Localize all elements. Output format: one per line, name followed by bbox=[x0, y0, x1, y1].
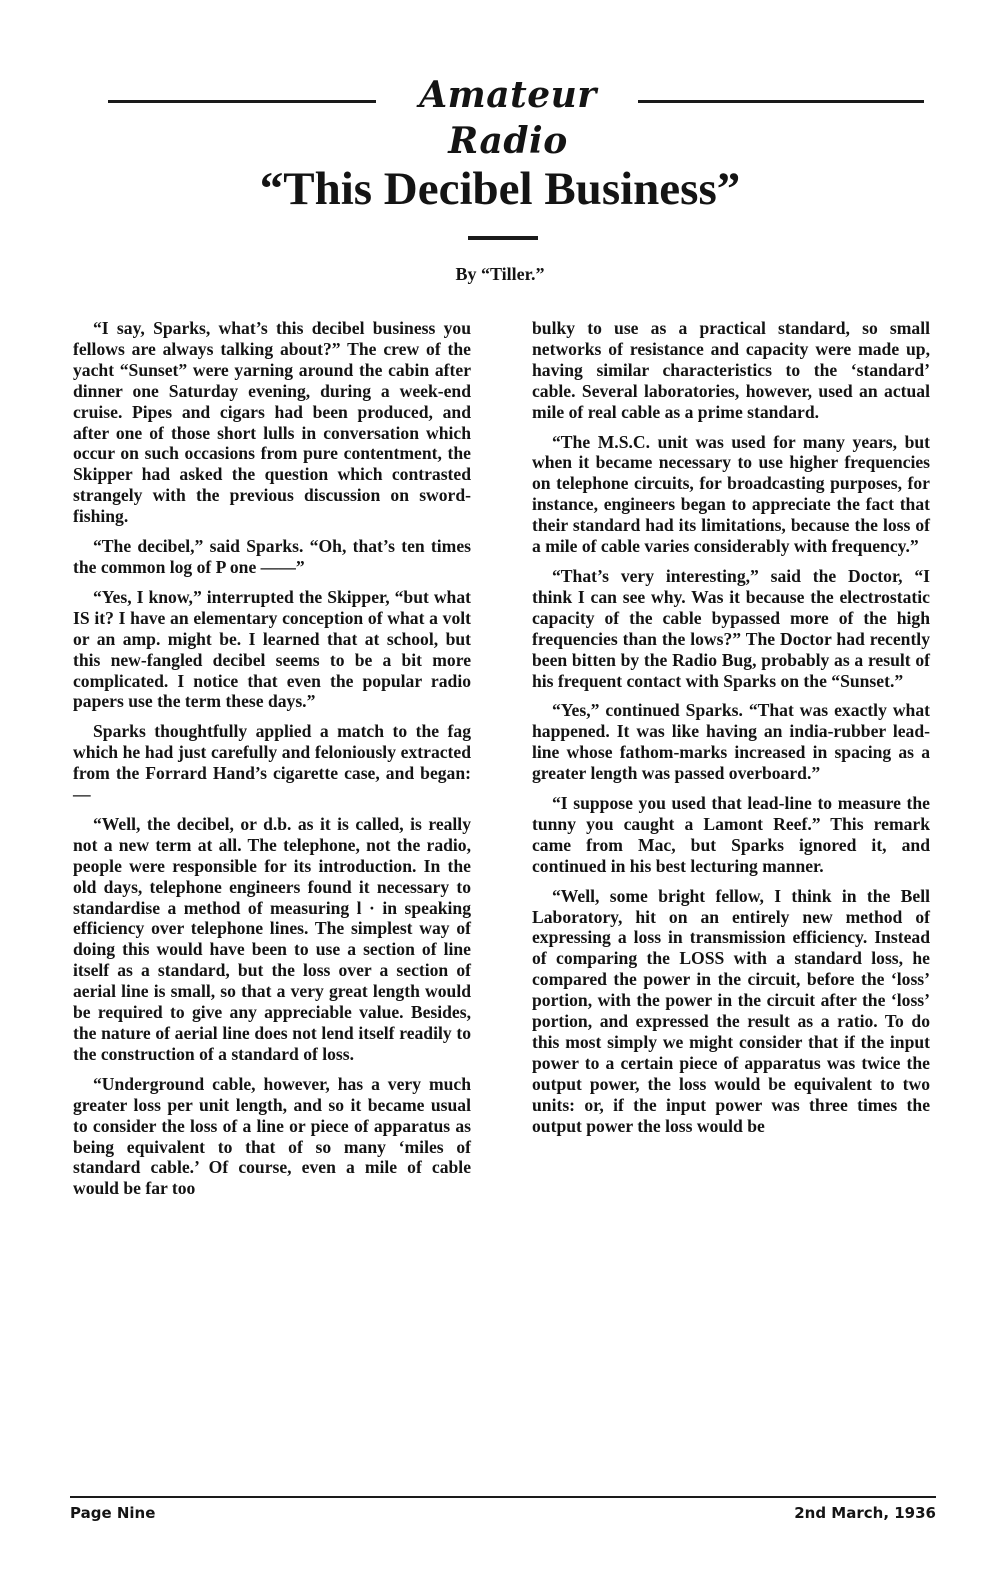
paragraph: “Yes,” continued Sparks. “That was exactly what happened. It was like having an india-rubber lead-line whose fathom-marks increased in spacing as a greater length was passed overboard.” bbox=[532, 700, 930, 784]
paragraph: Sparks thoughtfully applied a match to the fag which he had just carefully and feloniously extracted from the Forrard Hand’s cigarette case, and began:— bbox=[73, 721, 471, 805]
left-column bbox=[73, 318, 471, 1208]
byline: By “Tiller.” bbox=[455, 264, 545, 284]
paragraph: “Well, the decibel, or d.b. as it is called, is really not a new term at all. The telephone, not the radio, people were responsible for its introduction. In the old days, telephone engineers found it necessary to standardise a method of measuring l · in speaking efficiency over telephone lines. The simplest way of doing this would have been to use a section of line itself as a standard, but the loss over a section of aerial line is small, so that a very great length would be required to give any appreciable value. Besides, the nature of aerial line does not lend itself readily to the construction of a standard of loss. bbox=[73, 813, 471, 1064]
masthead-rule-right bbox=[638, 100, 924, 103]
paragraph: “Yes, I know,” interrupted the Skipper, “but what IS it? I have an elementary conception of what a volt or an amp. might be. I learned that at school, but this new-fangled decibel seems to be a bit more complicated. I notice that even the popular radio papers use the term these days.” bbox=[73, 586, 471, 712]
masthead-rule-left bbox=[108, 100, 376, 103]
masthead bbox=[108, 72, 924, 162]
paragraph: “I say, Sparks, what’s this decibel business you fellows are always talking about?” The crew of the yacht “Sunset” were yarning around the cabin after dinner one Saturday evening, during a week-end cruise. Pipes and cigars had been produced, and after one of those short lulls in conversation which occur on such occasions from pure contentment, the Skipper had asked the question which contrasted strangely with the previous discussion on sword-fishing. bbox=[73, 318, 471, 527]
title-divider bbox=[468, 236, 538, 240]
issue-date: 2nd March, 1936 bbox=[794, 1504, 936, 1522]
footer-rule bbox=[70, 1496, 936, 1498]
paragraph: “The decibel,” said Sparks. “Oh, that’s ten times the common log of P one ——” bbox=[73, 536, 471, 577]
paragraph: “That’s very interesting,” said the Doctor, “I think I can see why. Was it because the electrostatic capacity of the cable bypassed more of the high frequencies than the lows?” The Doctor had recently been bitten by the Radio Bug, probably as a result of his frequent contact with Sparks on the “Sunset.” bbox=[532, 565, 930, 691]
right-column bbox=[532, 318, 930, 1146]
paragraph: “Well, some bright fellow, I think in the Bell Laboratory, hit on an entirely new method of expressing a loss in transmission efficiency. Instead of comparing the LOSS with a standard loss, he compared the power in the circuit, before the ‘loss’ portion, with the power in the circuit after the ‘loss’ portion, and expressed the result as a ratio. To do this most simply we might consider that if the input power to a certain piece of apparatus was twice the output power, the loss would be equivalent to two units: or, if the input power was three times the output power the loss would be bbox=[532, 885, 930, 1136]
article-title: “This Decibel Business” bbox=[259, 163, 741, 215]
paragraph-continued: bulky to use as a practical standard, so small networks of resistance and capacity were made up, having similar characteristics to the ‘standard’ cable. Several laboratories, however, used an actual mile of real cable as a prime standard. bbox=[532, 318, 930, 422]
paragraph: “The M.S.C. unit was used for many years, but when it became necessary to use higher frequencies on telephone circuits, for broadcasting purposes, for instance, engineers began to appreciate the fact that their standard had its limitations, because the loss of a mile of cable varies considerably with frequency.” bbox=[532, 431, 930, 557]
page-number: Page Nine bbox=[70, 1504, 156, 1522]
paragraph: “Underground cable, however, has a very much greater loss per unit length, and so it became usual to consider the loss of a line or piece of apparatus as being equivalent to that of so many ‘miles of standard cable.’ Of course, even a mile of cable would be far too bbox=[73, 1073, 471, 1199]
masthead-title: Amateur Radio bbox=[419, 74, 597, 162]
paragraph: “I suppose you used that lead-line to measure the tunny you caught a Lamont Reef.” This remark came from Mac, but Sparks ignored it, and continued in his best lecturing manner. bbox=[532, 793, 930, 876]
